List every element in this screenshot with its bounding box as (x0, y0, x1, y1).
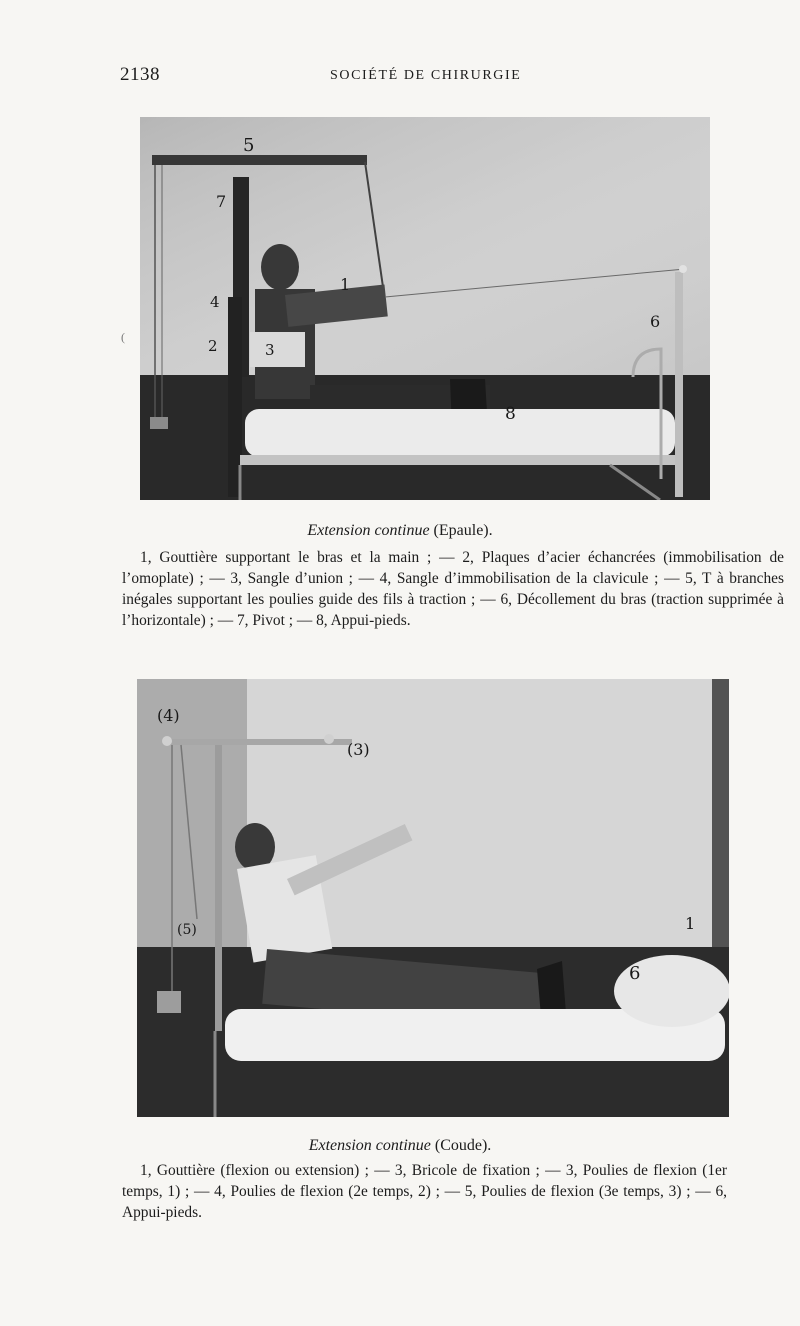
photo-elbow-traction (137, 679, 729, 1117)
figure2-caption-title (0, 1137, 800, 1155)
photo2-label-4: (4) (157, 706, 180, 725)
page-number: 2138 (120, 64, 160, 85)
figure2-caption-italic: Extension continue (308, 1137, 431, 1154)
photo1-label-2: 2 (208, 337, 218, 355)
photo1-label-3: 3 (265, 341, 275, 359)
photo1-label-8: 8 (505, 404, 516, 424)
figure1-legend (122, 547, 784, 631)
running-head: SOCIÉTÉ DE CHIRURGIE (330, 68, 522, 83)
photo2-label-6: 6 (629, 963, 641, 984)
photo2-label-1: 1 (685, 914, 696, 933)
margin-mark: ( (121, 330, 125, 344)
figure1-legend-text: 1, Gouttière supportant le bras et la main ; — 2, Plaques d’acier échancrées (immobilisation de l’omoplate) ; — 3, Sangle d’union ; — 4, Sangle d’immobilisation de la clavicule ; — 5, T à branches inégales supportant les poulies guide des fils à traction ; — 6, Décollement du bras (traction supprimée à l’horizontale) ; — 7, Pivot ; — 8, Appui-pieds. (122, 549, 784, 629)
photo1-label-1: 1 (340, 275, 351, 294)
photo-shoulder-traction (140, 117, 710, 500)
figure2-legend-text: 1, Gouttière (flexion ou extension) ; — 3, Bricole de fixation ; — 3, Poulies de flexion (1er temps, 1) ; — 4, Poulies de flexion (2e temps, 2) ; — 5, Poulies de flexion (3e temps, 3) ; — 6, Appui-pieds. (122, 1162, 727, 1221)
photo2-label-3: (3) (347, 740, 370, 759)
figure2-legend (122, 1160, 727, 1223)
figure1-caption-rest: (Epaule). (429, 522, 493, 539)
photo1-label-4: 4 (210, 293, 220, 311)
figure1-caption-title (0, 522, 800, 540)
figure1-caption-italic: Extension continue (307, 522, 430, 539)
photo2-label-5: (5) (177, 922, 197, 938)
photo1-label-6: 6 (650, 312, 661, 331)
figure2-caption-rest: (Coude). (430, 1137, 492, 1154)
photo1-label-5: 5 (243, 135, 255, 156)
photo1-label-7: 7 (216, 192, 227, 211)
